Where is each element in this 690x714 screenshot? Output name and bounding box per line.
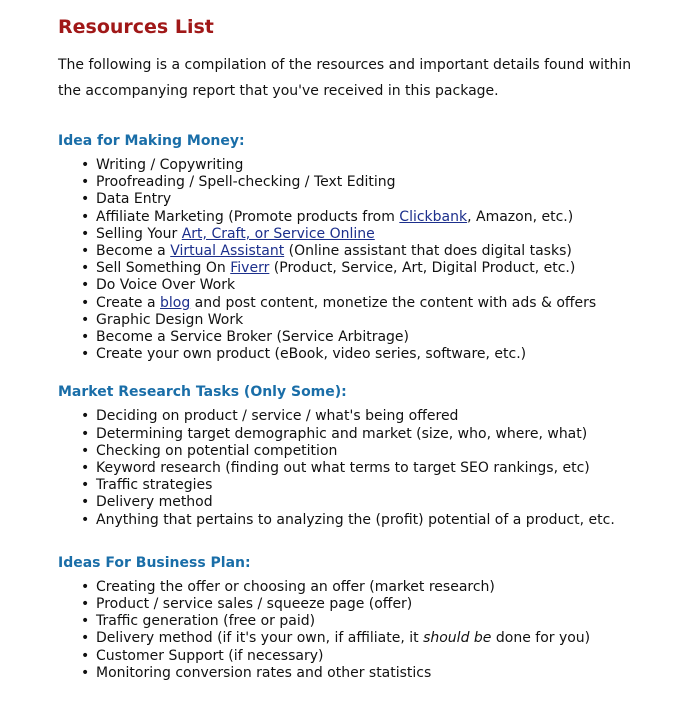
list-business-plan [58, 579, 678, 682]
list-item-text: Deciding on product / service / what's being offered [96, 408, 459, 425]
list-item [81, 630, 678, 647]
list-item-link[interactable]: Art, Craft, or Service Online [181, 225, 375, 242]
list-item-text: Monitoring conversion rates and other statistics [96, 664, 432, 681]
section-heading-market-research: Market Research Tasks (Only Some): [58, 384, 347, 401]
bullet-icon: • [81, 408, 90, 425]
bullet-icon: • [81, 511, 90, 528]
bullet-icon: • [81, 191, 90, 208]
list-item-text: Affiliate Marketing (Promote products from [96, 208, 400, 225]
list-item [81, 647, 678, 665]
list-item [81, 208, 678, 226]
bullet-icon: • [81, 329, 90, 346]
bullet-icon: • [81, 311, 90, 328]
bullet-icon: • [81, 208, 90, 225]
list-item-emphasis: should be [423, 630, 492, 647]
bullet-icon: • [81, 260, 90, 277]
list-item [81, 578, 678, 596]
bullet-icon: • [81, 243, 90, 260]
bullet-icon: • [81, 494, 90, 511]
list-item-link[interactable]: Fiverr [230, 260, 270, 277]
bullet-icon: • [81, 647, 90, 664]
list-item-text: Graphic Design Work [96, 311, 244, 328]
list-item [81, 174, 678, 191]
list-item-text: Product / service sales / squeeze page (offer) [96, 596, 413, 613]
list-item [81, 511, 678, 529]
list-item-text: Delivery method (if it's your own, if affiliate, it [96, 630, 424, 647]
list-item-text: Keyword research (finding out what terms to target SEO rankings, etc) [96, 460, 590, 477]
bullet-icon: • [81, 442, 90, 459]
section-heading-business-plan: Ideas For Business Plan: [58, 554, 251, 571]
list-item-link[interactable]: Clickbank [399, 208, 468, 225]
list-item-text: Anything that pertains to analyzing the (profit) potential of a product, etc. [96, 511, 615, 528]
list-item-text: Writing / Copywriting [96, 157, 244, 173]
list-item [81, 425, 678, 443]
list-item [81, 243, 678, 260]
list-item [81, 311, 678, 329]
list-item-text: , Amazon, etc.) [467, 208, 574, 225]
list-item [81, 460, 678, 477]
list-item-link[interactable]: Virtual Assistant [170, 243, 285, 260]
list-item-text: and post content, monetize the content with ads & offers [190, 294, 597, 311]
list-item [81, 225, 678, 243]
list-item [81, 408, 678, 425]
bullet-icon: • [81, 425, 90, 442]
list-item [81, 477, 678, 494]
list-item [81, 191, 678, 208]
bullet-icon: • [81, 477, 90, 494]
bullet-icon: • [81, 174, 90, 191]
list-item [81, 442, 678, 460]
list-item [81, 157, 678, 174]
list-item-text: (Online assistant that does digital tasks) [284, 243, 572, 260]
list-item-text: Selling Your [96, 225, 182, 242]
list-item-text: Data Entry [96, 191, 172, 208]
bullet-icon: • [81, 346, 90, 363]
list-item-text: Creating the offer or choosing an offer (market research) [96, 578, 495, 595]
section-heading-making-money: Idea for Making Money: [58, 133, 245, 149]
list-item-text: (Product, Service, Art, Digital Product, etc.) [269, 260, 576, 277]
list-item-text: Checking on potential competition [96, 442, 338, 459]
bullet-icon: • [81, 460, 90, 477]
bullet-icon: • [81, 225, 90, 242]
bullet-icon: • [81, 157, 90, 173]
bullet-icon: • [81, 277, 90, 294]
list-item [81, 596, 678, 613]
list-making-money [58, 157, 678, 363]
bullet-icon: • [81, 664, 90, 681]
bullet-icon: • [81, 596, 90, 613]
page-title: Resources List [58, 16, 214, 38]
bullet-icon: • [81, 613, 90, 630]
list-market-research [58, 408, 678, 528]
list-item [81, 346, 678, 363]
list-item [81, 294, 678, 312]
list-item [81, 664, 678, 682]
list-item-text: Create a [96, 294, 160, 311]
list-item-text: Customer Support (if necessary) [96, 647, 324, 664]
bullet-icon: • [81, 630, 90, 647]
bullet-icon: • [81, 294, 90, 311]
list-item-text: Create your own product (eBook, video series, software, etc.) [96, 346, 527, 363]
list-item-text: Become a Service Broker (Service Arbitrage) [96, 329, 409, 346]
list-item-link[interactable]: blog [160, 294, 191, 311]
list-item [81, 613, 678, 630]
list-item-text: done for you) [491, 630, 591, 647]
list-item-text: Sell Something On [96, 260, 231, 277]
bullet-icon: • [81, 578, 90, 595]
list-item [81, 277, 678, 294]
document-page [58, 14, 678, 682]
list-item [81, 494, 678, 511]
list-item-text: Proofreading / Spell-checking / Text Editing [96, 174, 396, 191]
list-item-text: Become a [96, 243, 171, 260]
list-item-text: Do Voice Over Work [96, 277, 236, 294]
list-item [81, 260, 678, 277]
list-item-text: Determining target demographic and market (size, who, where, what) [96, 425, 588, 442]
list-item-text: Delivery method [96, 494, 213, 511]
intro-paragraph: The following is a compilation of the resources and important details found within the accompanying report that you've received in this package. [58, 57, 632, 99]
list-item [81, 329, 678, 346]
list-item-text: Traffic generation (free or paid) [96, 613, 316, 630]
list-item-text: Traffic strategies [96, 477, 213, 494]
